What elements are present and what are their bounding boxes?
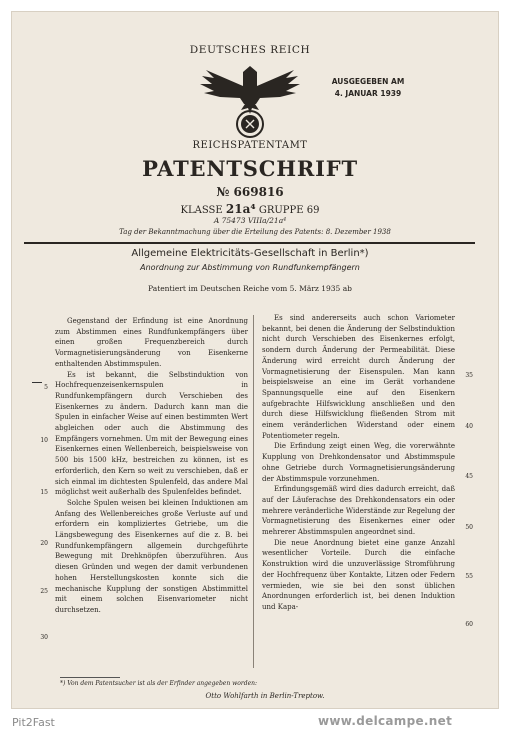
line-number: 60 [465,621,473,628]
paragraph: Es sind andererseits auch schon Variometer bekannt, bei denen die Änderung der Selbstinduktion nicht durch Verschieben des Eisenkernes erfolgt, sondern durch Änderung der Permeabilität. Diese Änderung wird erreicht durch Änderung der Vormagnetisierung der Eisenspulen. Man kann beispielsweise an eine im Gerät vorhandene Spannungsquelle eine auf den Eisenkern aufgebrachte Hilfswicklung anschließen und den durch diese Hilfswicklung fließenden Strom mit einem veränderlichen Widerstand oder einem Potentiometer regeln. [262,314,455,440]
footnote: *) Von dem Patentsucher ist als der Erfinder angegeben worden: [60,680,258,687]
paragraph: Gegenstand der Erfindung ist eine Anordnung zum Abstimmen eines Rundfunkempfängers über einen großen Frequenzbereich durch Vormagnetisierungsänderung von Eisenkerne enthaltenden Abstimmspulen. [55,317,248,368]
line-number: 55 [465,573,473,580]
office-heading: REICHSPATENTAMT [192,140,308,151]
line-number: 50 [465,524,473,531]
gruppe-value: 69 [306,205,320,216]
line-number: 10 [40,437,48,444]
patent-number: № 669816 [216,185,284,199]
paragraph: Es ist bekannt, die Selbstinduktion von Hochfrequenzeisenkernspulen in Rundfunkempfängern durch Verschieben des Eisenkernes zu ändern. Dadurch kann man die Spulen in einfacher Weise auf einen bestimmten Wert abgleichen oder auch die Abstimmung des Empfängers vornehmen. Um mit der Bewegung eines Eisenkernes einen Wellenbereich, beispielsweise von 500 bis 1500 kHz, bestreichen zu können, ist es erforderlich, den Kern so weit zu verschieben, daß er sich einmal im dichtesten Spulenfeld, das andere Mal möglichst weit außerhalb des Spulenfeldes befindet. [55,370,248,497]
paragraph: Erfindungsgemäß wird dies dadurch erreicht, daß auf der Läuferachse des Drehkondensators ein oder mehrere veränderliche Widerstände zur Regelung der Vormagnetisierung des Eisenkernes einer oder mehrerer Abstimmspulen angeordnet sind. [262,485,455,537]
announcement-date: Tag der Bekanntmachung über die Erteilung des Patents: 8. Dezember 1938 [119,228,391,236]
applicant-name: Allgemeine Elektricitäts-Gesellschaft in Berlin*) [131,248,369,259]
line-number: 45 [465,473,473,480]
classification [140,202,360,216]
invention-title: Anordnung zur Abstimmung von Rundfunkempfängern [140,263,360,272]
document-type-title: PATENTSCHRIFT [142,156,358,181]
issued-date: 4. JANUAR 1939 [334,89,402,98]
line-number: 20 [40,540,48,547]
file-reference: A 75473 VIIIa/21a⁴ [213,216,287,225]
footnote-rule [60,677,120,678]
line-number: 15 [40,489,48,496]
line-number: 5 [44,384,48,391]
left-text-column [55,316,248,616]
klasse-label: KLASSE [180,205,223,216]
seller-watermark: Pit2Fast [12,716,55,729]
line-number: 30 [40,634,48,641]
column-divider [253,315,254,668]
inventor-name: Otto Wohlfarth in Berlin-Treptow. [205,692,325,700]
patented-date: Patentiert im Deutschen Reiche vom 5. März 1935 ab [148,284,352,293]
right-text-column [262,313,455,613]
paragraph: Solche Spulen weisen bei kleinen Induktionen am Anfang des Wellenbereiches große Verluste auf und erfordern ein kompliziertes Getriebe, um die Längsbewegung des Eisenkernes auf die z. B. bei Rundfunkempfängern allgemein durchgeführte Bewegung mit Drehknöpfen überzuführen. Aus diesen Gründen und wegen der damit verbundenen hohen Herstellungskosten konnte sich die mechanische Kupplung der sonstigen Abstimmittel mit einem solchen Eisenvariometer nicht durchsetzen. [55,498,248,614]
eagle-emblem-icon [196,60,304,138]
header-rule [24,242,475,244]
issued-label: AUSGEGEBEN AM [331,77,405,86]
country-heading: DEUTSCHES REICH [189,44,311,56]
paragraph: Die neue Anordnung bietet eine ganze Anzahl wesentlicher Vorteile. Durch die einfache Konstruktion wird die unzuverlässige Stromführung der Hochfrequenz über Kontakte, Litzen oder Federn vermieden, wie sie bei den sonst üblichen Anordnungen erforderlich ist, bei denen Induktion und Kapa- [262,538,455,611]
line-number: 40 [465,423,473,430]
klasse-value: 21a⁴ [225,202,256,216]
line-number: 35 [465,372,473,379]
site-watermark: www.delcampe.net [318,714,453,728]
issue-date-block [318,76,418,100]
gruppe-label: GRUPPE [258,205,304,216]
paragraph: Die Erfindung zeigt einen Weg, die vorerwähnte Kupplung von Drehkondensator und Abstimmspule ohne Getriebe durch Vormagnetisierungsänderung der Abstimmspule vorzunehmen. [262,442,455,483]
line-number: 25 [40,588,48,595]
margin-mark [32,382,42,383]
